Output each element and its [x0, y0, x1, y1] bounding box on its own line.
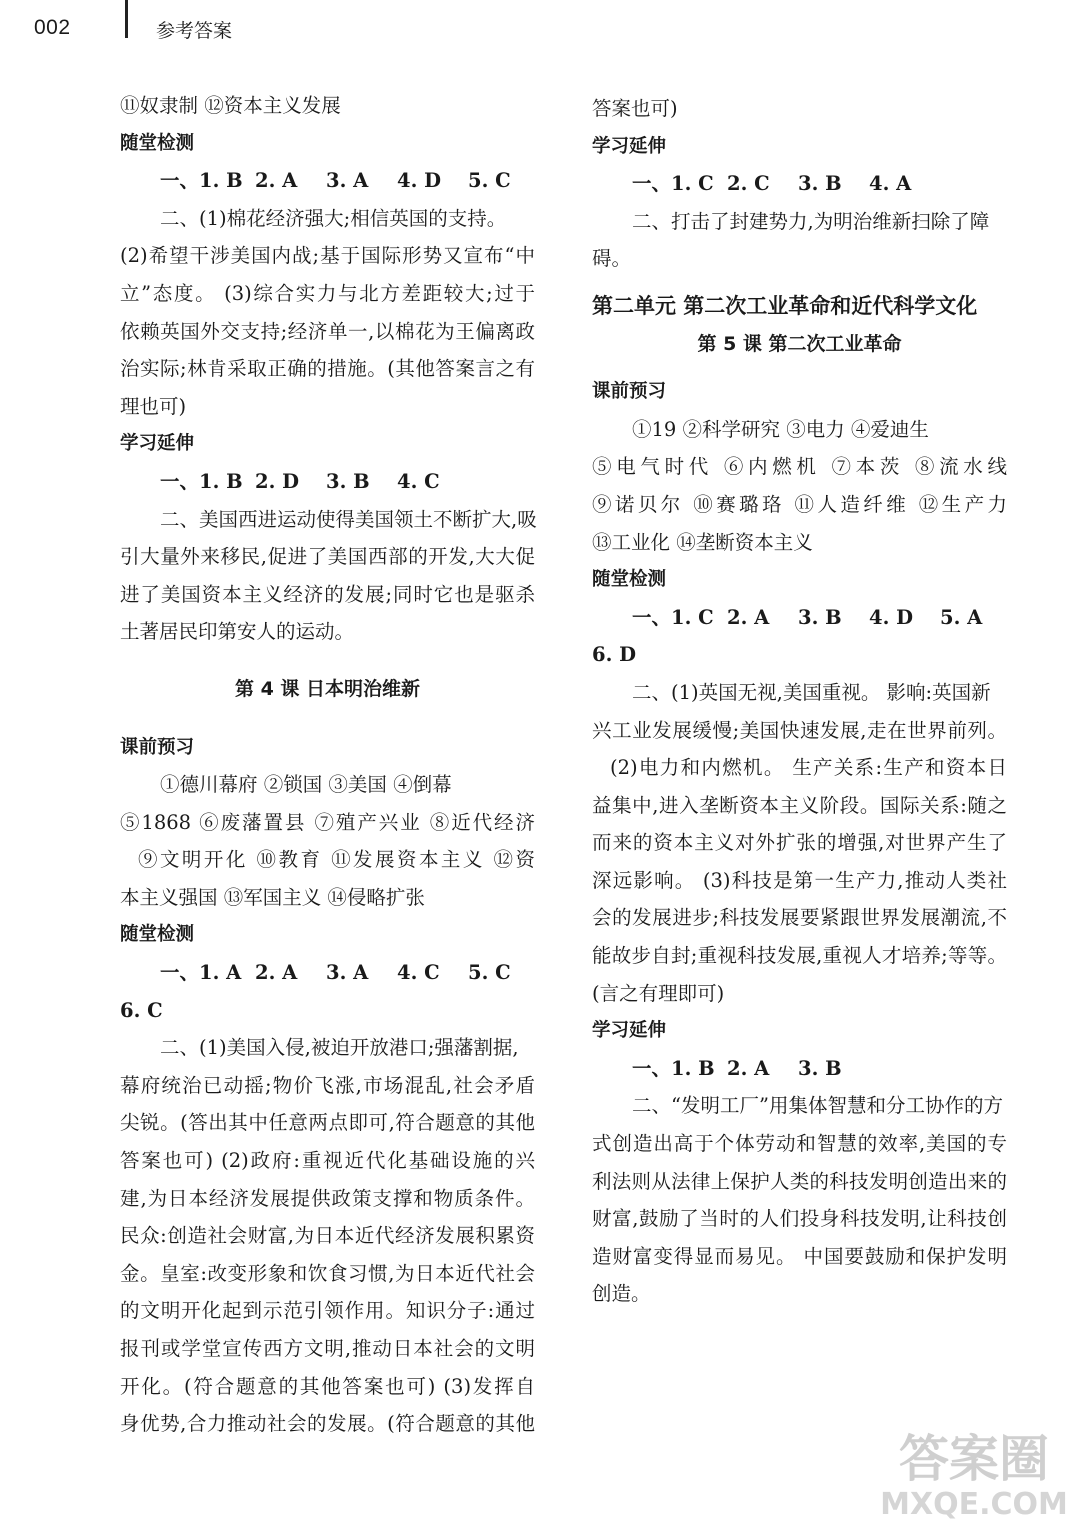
unit-title: 第二单元 第二次工业革命和近代科学文化: [592, 293, 978, 318]
preview-line: 本主义强国 ⑬军国主义 ⑭侵略扩张: [120, 885, 425, 909]
answer: 2. D: [255, 469, 300, 493]
answer: 4. C: [397, 469, 440, 493]
answer-line: 开化。(符合题意的其他答案也可) (3)发挥自: [120, 1374, 535, 1398]
answer-line: 碍。: [592, 247, 632, 271]
answer: 2. A: [255, 961, 298, 985]
answer: 4. A: [869, 172, 912, 196]
choice-answers: [120, 992, 535, 1030]
section-heading: 学习延伸: [592, 135, 667, 157]
answer-line: 能故步自封;重视科技发展,重视人才培养;等等。: [592, 944, 1007, 968]
answer-line: 会的发展进步;科技发展要紧跟世界发展潮流,不: [592, 906, 1007, 930]
header-divider: [125, 0, 128, 38]
answer: 5. A: [940, 605, 983, 629]
answer-line: 二、“发明工厂”用集体智慧和分工协作的方: [632, 1094, 1003, 1118]
section-heading: 随堂检测: [592, 569, 667, 591]
lesson-title: 第 4 课 日本明治维新: [234, 677, 421, 700]
answer: 6. C: [120, 998, 163, 1022]
answer: 3. B: [326, 469, 370, 493]
answer: 2. C: [727, 172, 770, 196]
section-heading: 学习延伸: [120, 433, 195, 455]
answer: 2. A: [255, 169, 298, 193]
answer-line: 幕府统治已动摇;物价飞涨,市场混乱,社会矛盾: [120, 1073, 535, 1097]
answer-line: (言之有理即可): [592, 981, 725, 1005]
answer-line: 造财富变得显而易见。 中国要鼓励和保护发明: [592, 1244, 1007, 1268]
answer: 一、1. B: [632, 1056, 715, 1080]
watermark-text: 答案圈: [899, 1430, 1049, 1488]
answer-line: 建,为日本经济发展提供政策支撑和物质条件。: [120, 1186, 535, 1210]
answer-line: 而来的资本主义对外扩张的增强,对世界产生了: [592, 831, 1007, 855]
preview-line: ⑤电气时代 ⑥内燃机 ⑦本茨 ⑧流水线: [592, 455, 1007, 479]
preview-line: ⑨诺贝尔 ⑩赛璐珞 ⑪人造纤维 ⑫生产力: [592, 492, 1007, 516]
answer-line: (2)希望干涉美国内战;基于国际形势又宣布“中: [120, 244, 535, 268]
answer-line: 二、美国西进运动使得美国领土不断扩大,吸: [160, 507, 537, 531]
answer-line: 式创造出高于个体劳动和智慧的效率,美国的专: [592, 1132, 1007, 1156]
answer-line: 身优势,合力推动社会的发展。(符合题意的其他: [120, 1412, 535, 1436]
answer: 2. A: [727, 1056, 770, 1080]
answer: 一、1. B: [160, 169, 243, 193]
answer: 一、1. B: [160, 469, 243, 493]
answer-line: 土著居民印第安人的运动。: [120, 620, 355, 644]
header-title: 参考答案: [156, 20, 233, 42]
answer-line: 民众:创造社会财富,为日本近代经济发展积累资: [120, 1224, 535, 1248]
answer-line: 金。皇室:改变形象和饮食习惯,为日本近代社会: [120, 1261, 535, 1285]
preview-line: ⑨文明开化 ⑩教育 ⑪发展资本主义 ⑫资: [138, 848, 535, 872]
answer-line: 引大量外来移民,促进了美国西部的开发,大大促: [120, 545, 535, 569]
answer-line: 二、(1)英国无视,美国重视。 影响:英国新: [632, 680, 991, 704]
preview-line: ⑤1868 ⑥废藩置县 ⑦殖产兴业 ⑧近代经济: [120, 810, 535, 834]
section-heading: 课前预习: [120, 736, 195, 758]
choice-answers: [592, 1050, 1007, 1088]
answer-line: 二、(1)棉花经济强大;相信英国的支持。: [160, 206, 507, 230]
section-heading: 学习延伸: [592, 1020, 667, 1042]
intro-line: ⑪奴隶制 ⑫资本主义发展: [120, 94, 341, 117]
answer: 3. B: [798, 172, 842, 196]
choice-answers: [120, 162, 535, 200]
choice-answers: [592, 636, 1007, 674]
answer-line: 利法则从法律上保护人类的科技发明创造出来的: [592, 1169, 1007, 1193]
right-column: [592, 90, 1007, 1313]
answer: 一、1. C: [632, 172, 714, 196]
page-number: 002: [34, 16, 71, 39]
answer-line: (2)电力和内燃机。 生产关系:生产和资本日: [610, 756, 1007, 780]
answer-line: 立”态度。 (3)综合实力与北方差距较大;过于: [120, 281, 535, 305]
answer: 4. D: [397, 169, 442, 193]
answer-line: 的文明开化起到示范引领作用。知识分子:通过: [120, 1299, 535, 1323]
answer: 3. A: [326, 169, 369, 193]
section-heading: 随堂检测: [120, 924, 195, 946]
choice-answers: [592, 599, 1007, 637]
answer: 5. C: [468, 169, 511, 193]
answer: 3. B: [798, 1056, 842, 1080]
preview-line: ①19 ②科学研究 ③电力 ④爱迪生: [632, 417, 929, 441]
watermark-url: MXQE.COM: [880, 1487, 1068, 1522]
preview-line: ⑬工业化 ⑭垄断资本主义: [592, 530, 813, 554]
answer: 3. B: [798, 605, 842, 629]
answer-line: 依赖英国外交支持;经济单一,以棉花为王偏离政: [120, 319, 535, 343]
answer: 4. D: [869, 605, 914, 629]
lesson-title: 第 5 课 第二次工业革命: [697, 332, 902, 355]
answer: 一、1. C: [632, 605, 714, 629]
choice-answers: [120, 954, 535, 992]
answer-line: 答案也可) (2)政府:重视近代化基础设施的兴: [120, 1149, 535, 1173]
answer: 2. A: [727, 605, 770, 629]
answer: 6. D: [592, 643, 637, 667]
answer-line: 二、(1)美国入侵,被迫开放港口;强藩割据,: [160, 1036, 519, 1060]
answer-line: 创造。: [592, 1282, 651, 1306]
answer-line: 二、打击了封建势力,为明治维新扫除了障: [632, 209, 990, 233]
answer: 4. C: [397, 961, 440, 985]
left-column: [120, 87, 535, 1443]
answer-line: 理也可): [120, 394, 187, 418]
answer-line: 财富,鼓励了当时的人们投身科技发明,让科技创: [592, 1207, 1007, 1231]
answer-line: 深远影响。 (3)科技是第一生产力,推动人类社: [592, 868, 1007, 892]
watermark-logo: [879, 1418, 1069, 1528]
answer: 3. A: [326, 961, 369, 985]
preview-line: ①德川幕府 ②锁国 ③美国 ④倒幕: [160, 773, 452, 797]
answer: 一、1. A: [160, 961, 242, 985]
section-heading: 随堂检测: [120, 132, 195, 154]
answer: 5. C: [468, 961, 511, 985]
choice-answers: [120, 463, 535, 501]
answer-line: 治实际;林肯采取正确的措施。(其他答案言之有: [120, 357, 535, 381]
answer-line: 兴工业发展缓慢;美国快速发展,走在世界前列。: [592, 718, 1007, 742]
answer-line: 报刊或学堂宣传西方文明,推动日本社会的文明: [120, 1337, 535, 1360]
answer-line: 益集中,进入垄断资本主义阶段。国际关系:随之: [592, 793, 1007, 817]
answer-line: 尖锐。(答出其中任意两点即可,符合题意的其他: [120, 1111, 535, 1135]
continued-line: 答案也可): [592, 97, 678, 120]
answer-line: 进了美国资本主义经济的发展;同时它也是驱杀: [120, 582, 535, 606]
choice-answers: [592, 165, 1007, 203]
section-heading: 课前预习: [592, 381, 667, 403]
